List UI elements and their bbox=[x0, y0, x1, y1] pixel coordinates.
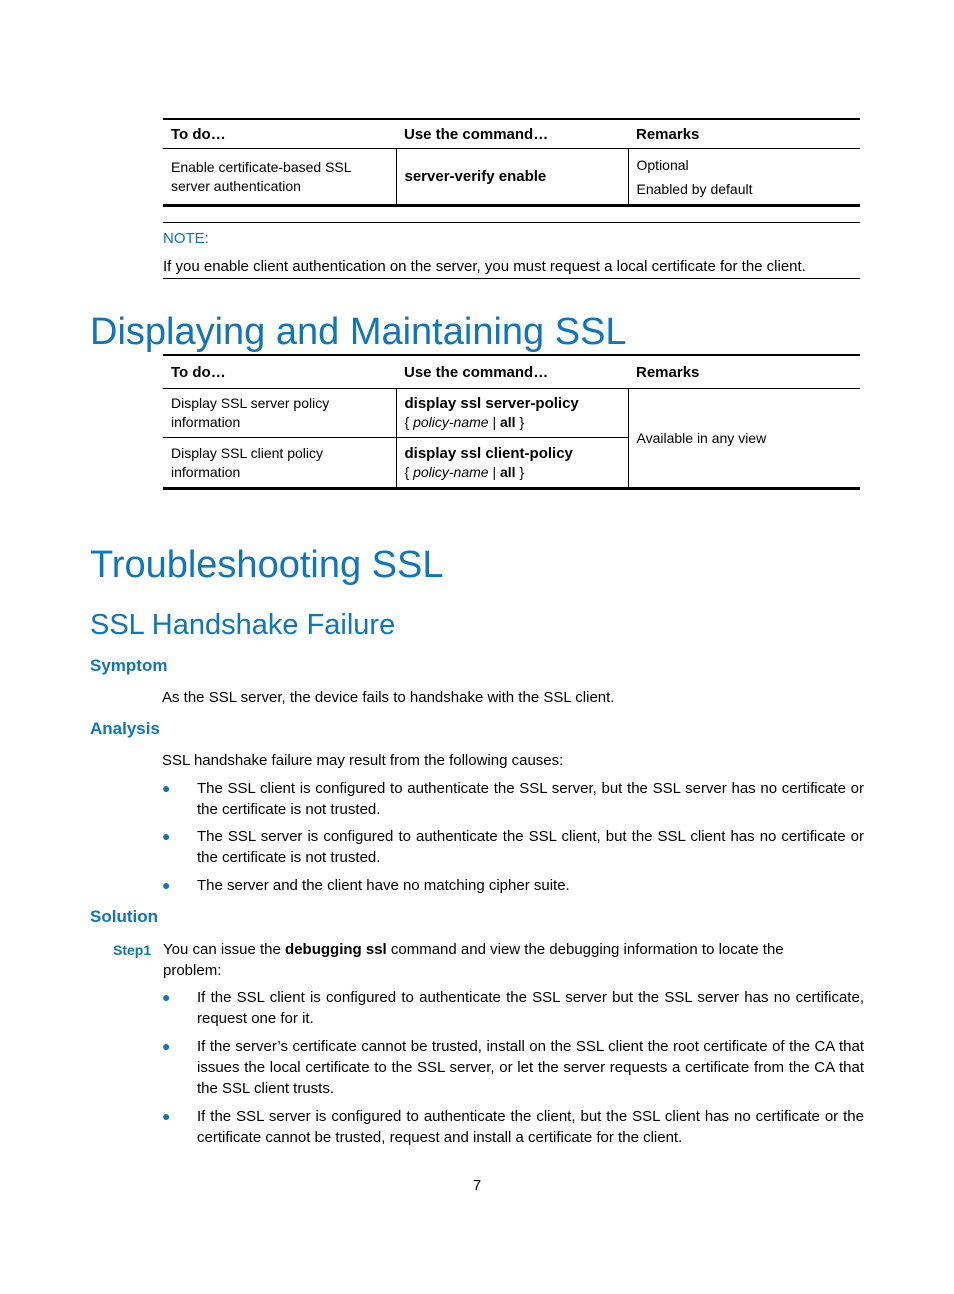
bullet-icon: ● bbox=[162, 780, 171, 796]
list-item-text: If the SSL server is configured to authenticate the client, but the SSL client has no certificate or the certificate cannot be trusted, request and install a certificate for the client. bbox=[197, 1108, 864, 1146]
symptom-text: As the SSL server, the device fails to handshake with the SSL client. bbox=[162, 689, 615, 706]
section-title-troubleshooting: Troubleshooting SSL bbox=[90, 544, 444, 586]
header-remarks: Remarks bbox=[628, 119, 860, 149]
section-title-display: Displaying and Maintaining SSL bbox=[90, 311, 627, 353]
step-text bbox=[163, 939, 843, 981]
cell-remarks: Available in any view bbox=[628, 389, 860, 489]
heading-analysis: Analysis bbox=[90, 719, 160, 738]
command-table-verify bbox=[163, 118, 860, 207]
bullet-icon: ● bbox=[162, 1108, 171, 1124]
header-todo: To do… bbox=[163, 355, 396, 389]
subsection-title: SSL Handshake Failure bbox=[90, 609, 396, 641]
header-todo: To do… bbox=[163, 119, 396, 149]
arg-name: policy-name bbox=[413, 463, 489, 480]
page-number: 7 bbox=[472, 1177, 482, 1194]
header-command: Use the command… bbox=[396, 119, 628, 149]
step-label: Step1 bbox=[113, 942, 152, 958]
note-top-rule bbox=[163, 222, 860, 223]
remarks-line-1: Optional bbox=[636, 156, 689, 173]
note-text: If you enable client authentication on the server, you must request a local certificate for the client. bbox=[163, 258, 806, 275]
arg-separator: | bbox=[488, 463, 500, 480]
remarks-line-2: Enabled by default bbox=[636, 180, 753, 197]
arg-open: { bbox=[404, 463, 414, 480]
cell-todo: Display SSL server policy information bbox=[163, 389, 396, 438]
arg-close: } bbox=[515, 414, 525, 430]
cell-remarks bbox=[628, 149, 860, 206]
step-text-post: command and view the debugging information to locate the problem: bbox=[163, 941, 784, 979]
cell-command bbox=[396, 149, 628, 206]
command-text: display ssl client-policy bbox=[404, 444, 573, 462]
note-bottom-rule bbox=[163, 278, 860, 279]
header-command: Use the command… bbox=[396, 355, 628, 389]
cell-todo: Enable certificate-based SSL server authentication bbox=[163, 149, 396, 206]
bullet-icon: ● bbox=[162, 877, 171, 893]
header-remarks: Remarks bbox=[628, 355, 860, 389]
list-item-text: The SSL server is configured to authenticate the SSL client, but the SSL client has no certificate or the certificate is not trusted. bbox=[197, 828, 864, 866]
table-row bbox=[163, 149, 860, 206]
list-item-text: If the server’s certificate cannot be trusted, install on the SSL client the root certificate of the CA that issues the local certificate to the SSL server, or let the server requests a certificate from the CA that the SSL client trusts. bbox=[197, 1038, 864, 1097]
cell-command bbox=[396, 389, 628, 438]
arg-name: policy-name bbox=[413, 414, 489, 430]
step-command: debugging ssl bbox=[285, 941, 387, 958]
table-row bbox=[163, 389, 860, 438]
list-item-text: The SSL client is configured to authenticate the SSL server, but the SSL server has no certificate or the certificate is not trusted. bbox=[197, 780, 864, 818]
table-header-row bbox=[163, 355, 860, 389]
command-args bbox=[405, 413, 620, 432]
arg-all: all bbox=[499, 463, 516, 480]
arg-open: { bbox=[404, 414, 414, 430]
list-item-text: If the SSL client is configured to authenticate the SSL server but the SSL server has no certificate, request one for it. bbox=[197, 989, 864, 1027]
command-text: display ssl server-policy bbox=[404, 395, 579, 412]
command-text: server-verify enable bbox=[404, 168, 547, 185]
analysis-intro: SSL handshake failure may result from the following causes: bbox=[162, 752, 564, 769]
heading-solution: Solution bbox=[90, 907, 158, 926]
table-header-row bbox=[163, 119, 860, 149]
cell-todo: Display SSL client policy information bbox=[163, 438, 396, 489]
arg-close: } bbox=[515, 463, 525, 480]
command-args bbox=[405, 463, 620, 482]
cell-command bbox=[396, 438, 628, 489]
bullet-icon: ● bbox=[162, 828, 171, 844]
list-item-text: The server and the client have no matching cipher suite. bbox=[197, 877, 570, 894]
step-text-pre: You can issue the bbox=[163, 941, 286, 958]
arg-separator: | bbox=[488, 414, 500, 430]
heading-symptom: Symptom bbox=[90, 656, 168, 675]
bullet-icon: ● bbox=[162, 1038, 171, 1054]
bullet-icon: ● bbox=[162, 989, 171, 1005]
note-label: NOTE: bbox=[163, 230, 209, 247]
arg-all: all bbox=[499, 414, 516, 430]
command-table-display bbox=[163, 354, 860, 490]
